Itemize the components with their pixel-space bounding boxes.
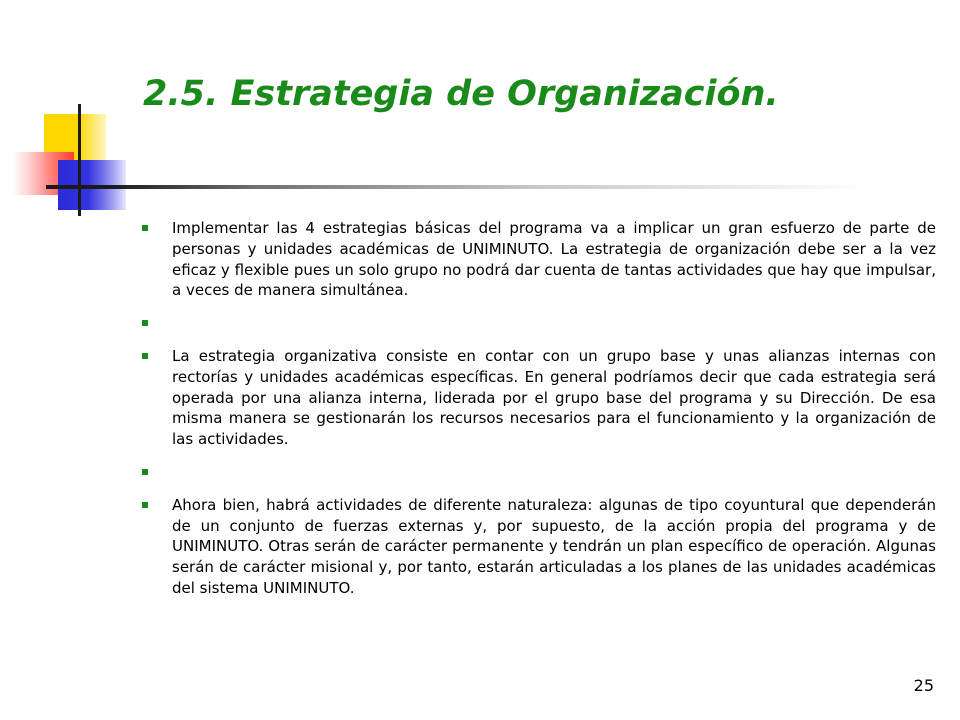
square-bullet-icon xyxy=(142,353,148,359)
slide-title: 2.5. Estrategia de Organización. xyxy=(143,74,779,114)
bullet-item xyxy=(142,346,936,450)
page-number: 25 xyxy=(913,676,934,695)
bullet-item xyxy=(142,462,936,483)
square-bullet-icon xyxy=(142,320,148,326)
square-bullet-icon xyxy=(142,502,148,508)
square-bullet-icon xyxy=(142,225,148,231)
bullet-text: Implementar las 4 estrategias básicas del programa va a implicar un gran esfuerzo de parte de personas y unidades académicas de UNIMINUTO. La estrategia de organización debe ser a la vez eficaz y flexible pues un solo grupo no podrá dar cuenta de tantas actividades que hay que impulsar, a veces de manera simultánea. xyxy=(172,219,936,300)
bullet-item xyxy=(142,313,936,334)
bullet-item xyxy=(142,218,936,301)
bullet-text: Ahora bien, habrá actividades de diferente naturaleza: algunas de tipo coyuntural que dependerán de un conjunto de fuerzas externas y, por supuesto, de la acción propia del programa y de UNIMINUTO. Otras serán de carácter permanente y tendrán un plan específico de operación. Algunas serán de carácter misional y, por tanto, estarán articuladas a los planes de las unidades académicas del sistema UNIMINUTO. xyxy=(172,495,936,597)
bullet-text: La estrategia organizativa consiste en contar con un grupo base y unas alianzas internas con rectorías y unidades académicas específicas. En general podríamos decir que cada estrategia será operada por una alianza interna, liderada por el grupo base del programa y su Dirección. De esa misma manera se gestionarán los recursos necesarios para el funcionamiento y la organización de las actividades. xyxy=(172,346,936,449)
title-underline xyxy=(46,185,866,189)
square-bullet-icon xyxy=(142,469,148,475)
logo-vertical-line xyxy=(78,104,81,216)
bullet-item xyxy=(142,495,936,599)
bullet-list xyxy=(142,218,936,599)
